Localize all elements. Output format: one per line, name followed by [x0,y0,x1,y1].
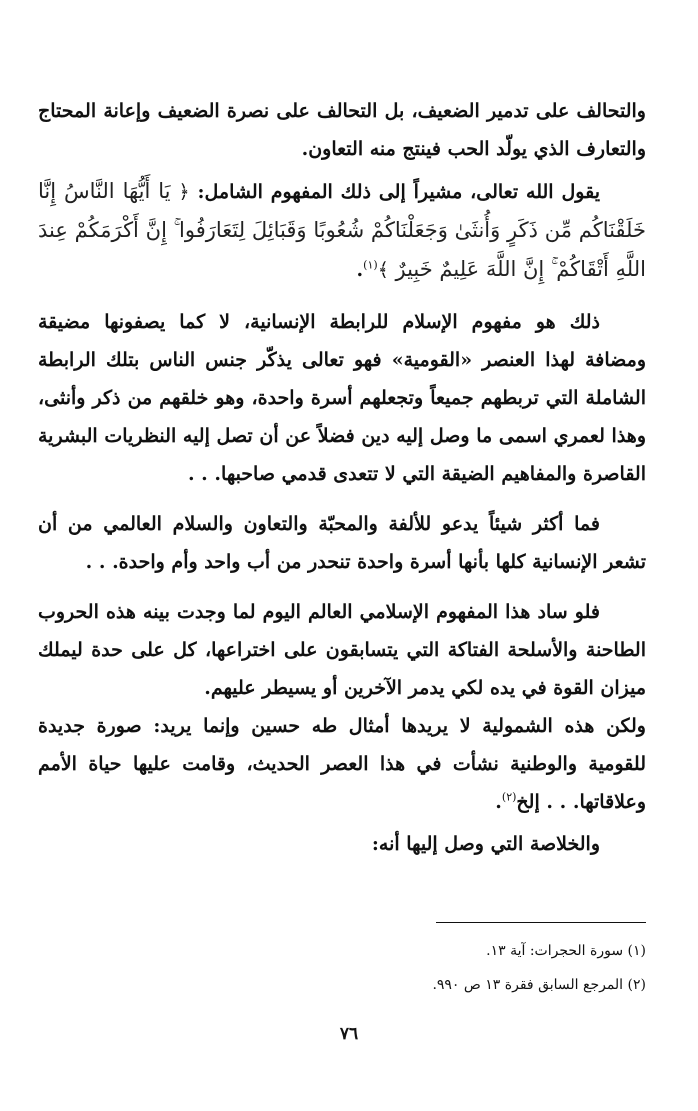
main-text [38,92,646,863]
footnote-2: (٢) المرجع السابق فقرة ١٣ ص ٩٩٠. [432,977,646,993]
paragraph-quran-quote [38,172,646,289]
ornate-open-bracket: ﴿ [178,181,190,203]
quran-verse: يَا أَيُّهَا النَّاسُ إِنَّا خَلَقْنَاكُم مِّن ذَكَرٍ وَأُنثَىٰ وَجَعَلْنَاكُمْ شُعُوبًا وَقَبَائِلَ لِتَعَارَفُوا ۚ إِنَّ أَكْرَمَكُمْ عِندَ اللَّهِ أَتْقَاكُمْ ۚ إِنَّ اللَّهَ عَلِيمٌ خَبِيرٌ [38,179,646,281]
page-number: ٧٦ [339,1024,359,1044]
footnotes [38,934,646,1002]
paragraph-4: فما أكثر شيئاً يدعو للألفة والمحبّة والتعاون والسلام العالمي من أن تشعر الإنسانية كلها بأنها أسرة واحدة تنحدر من أب واحد وأم واحدة. . . [38,513,646,573]
paragraph-6-end: . [495,791,502,813]
quote-intro: يقول الله تعالى، مشيراً إلى ذلك المفهوم الشامل: [189,181,600,203]
paragraph-1: والتحالف على تدمير الضعيف، بل التحالف على نصرة الضعيف وإعانة المحتاج والتعارف الذي يولّد الحب فينتج منه التعاون. [38,100,646,160]
paragraph-6 [38,707,646,821]
paragraph-7: والخلاصة التي وصل إليها أنه: [371,833,600,855]
quote-end: . [356,259,364,281]
footnote-ref-1: (١) [363,258,378,272]
footnote-divider [436,922,646,923]
paragraph-6-text: ولكن هذه الشمولية لا يريدها أمثال طه حسين وإنما يريد: صورة جديدة للقومية والوطنية نشأت في هذا العصر الحديث، وقامت عليها حياة الأمم وعلاقاتها. . . إلخ [38,715,646,813]
footnote-ref-2: (٢) [501,790,517,804]
paragraph-3: ذلك هو مفهوم الإسلام للرابطة الإنسانية، لا كما يصفونها مضيقة ومضافة لهذا العنصر «القومية» فهو تعالى يذكّر جنس الناس بتلك الرابطة الشاملة التي تربطهم جميعاً وتجعلهم أسرة واحدة، وهو خلقهم من ذكر وأنثى، وهذا لعمري اسمى ما وصل إليه دين فضلاً عن أن تصل إليه النظريات البشرية القاصرة والمفاهيم الضيقة التي لا تتعدى قدمي صاحبها. . . [38,311,646,485]
ornate-close-bracket: ﴾ [377,259,389,281]
footnote-1: (١) سورة الحجرات: آية ١٣. [486,943,646,959]
paragraph-5: فلو ساد هذا المفهوم الإسلامي العالم اليوم لما وجدت بينه هذه الحروب الطاحنة والأسلحة الفتاكة التي يتسابقون على اختراعها، كل على حدة ليملك ميزان القوة في يده لكي يدمر الآخرين أو يسيطر عليهم. [38,601,646,699]
